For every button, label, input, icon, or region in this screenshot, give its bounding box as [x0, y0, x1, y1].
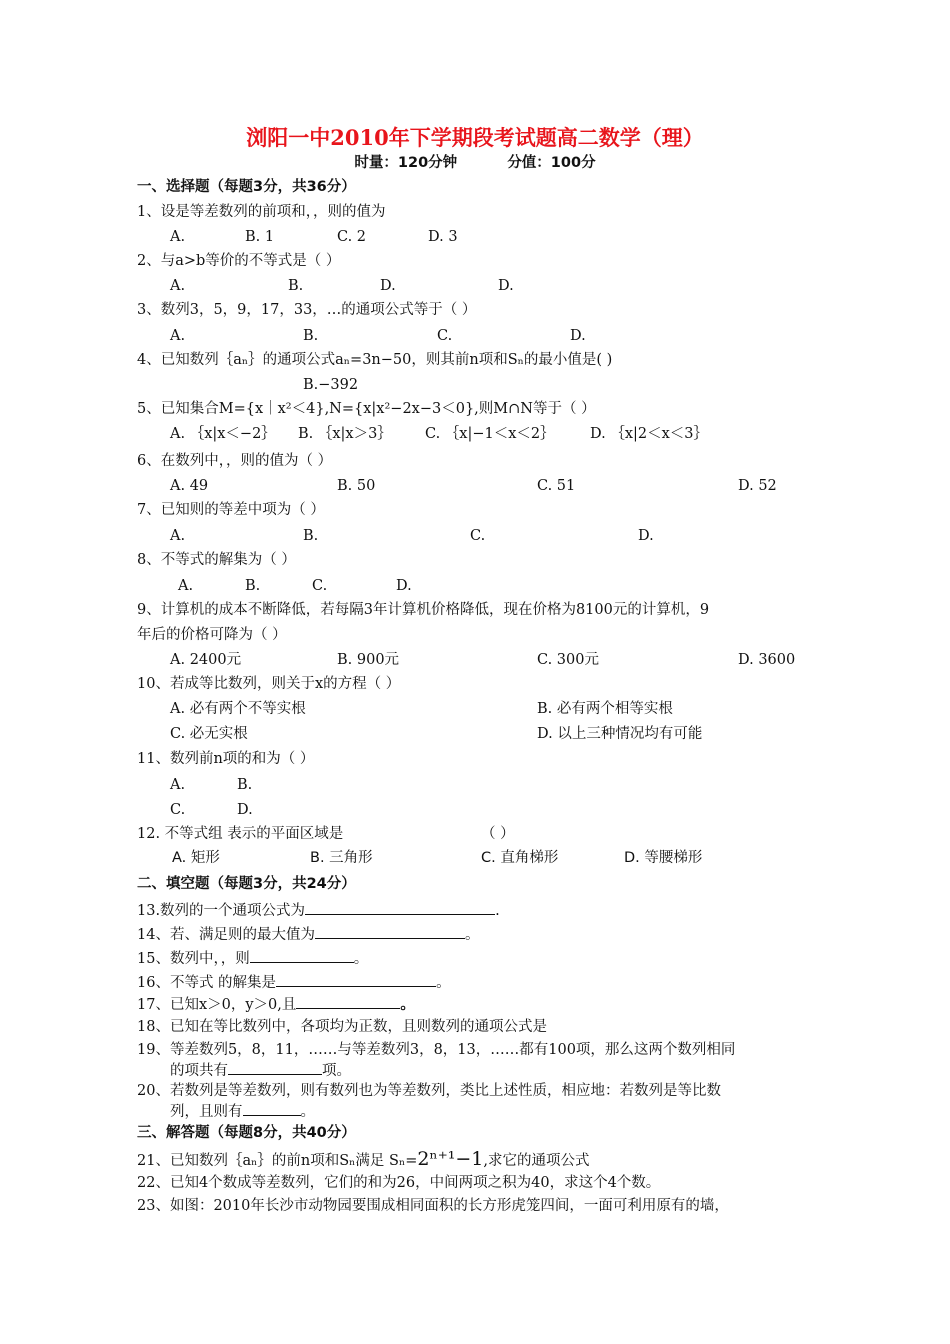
q6-stem: 6、在数列中，，则的值为（ ）	[137, 453, 333, 469]
q20-line1: 20、若数列是等差数列，则有数列也为等差数列，类比上述性质，相应地：若数列是等比数	[137, 1083, 721, 1099]
section2-heading: 二、填空题（每题3分，共24分）	[137, 876, 356, 892]
q20-line2	[170, 1100, 315, 1122]
q7-option-c: C.	[470, 528, 486, 544]
q9-option-d: D. 3600	[738, 652, 796, 668]
q21-end: ,求它的通项公式	[483, 1153, 590, 1169]
q17	[137, 993, 415, 1015]
q1-option-b: B. 1	[245, 229, 275, 245]
q7-option-a: A.	[170, 528, 186, 544]
q7-option-b: B.	[303, 528, 319, 544]
q7-option-d: D.	[638, 528, 654, 544]
q14-text: 14、若、满足则的最大值为	[137, 927, 315, 943]
q11-option-a: A.	[170, 777, 186, 793]
q19-line1: 19、等差数列5，8，11，……与等差数列3，8，13，……都有100项，那么这两个数列相同	[137, 1042, 736, 1058]
q14-answer-blank	[315, 923, 465, 939]
q20-end: 。	[300, 1104, 315, 1120]
q3-option-c: C.	[437, 328, 453, 344]
q6-option-c: C. 51	[537, 478, 576, 494]
exam-subtitle	[0, 153, 950, 173]
q3-option-d: D.	[570, 328, 586, 344]
q22: 22、已知4个数成等差数列，它们的和为26，中间两项之积为40，求这个4个数。	[137, 1175, 661, 1191]
q14	[137, 923, 479, 945]
q14-end: 。	[464, 927, 480, 943]
q4-stem: 4、已知数列｛aₙ｝的通项公式aₙ=3n−50，则其前n项和Sₙ的最小值是( )	[137, 352, 613, 368]
q8-option-b: B.	[245, 578, 261, 594]
q13-end: .	[495, 903, 500, 919]
section3-heading: 三、解答题（每题8分，共40分）	[137, 1125, 356, 1141]
q15-answer-blank	[250, 947, 354, 963]
q21-text: 21、已知数列｛aₙ｝的前n项和Sₙ满足 Sₙ=	[137, 1153, 418, 1169]
q10-option-d: D. 以上三种情况均有可能	[537, 726, 703, 742]
q4-option-b: B.−392	[303, 377, 359, 393]
q11-option-b: B.	[237, 777, 253, 793]
q8-stem: 8、不等式的解集为（ ）	[137, 552, 296, 568]
q19-answer-blank	[228, 1059, 322, 1075]
q12-option-b: B. 三角形	[310, 850, 373, 866]
q8-option-c: C.	[312, 578, 328, 594]
q11-stem: 11、数列前n项的和为（ ）	[137, 751, 315, 767]
q3-option-a: A.	[170, 328, 186, 344]
q3-option-b: B.	[303, 328, 319, 344]
q16-text: 16、不等式 的解集是	[137, 975, 277, 991]
q8-option-a: A.	[178, 578, 194, 594]
q2-option-d: D.	[498, 278, 514, 294]
q7-stem: 7、已知则的等差中项为（ ）	[137, 502, 325, 518]
q6-option-a: A. 49	[170, 478, 209, 494]
q11-option-d: D.	[237, 802, 253, 818]
q13	[137, 899, 500, 921]
q1-stem: 1、设是等差数列的前项和，，则的值为	[137, 204, 386, 220]
q2-option-c: D.	[380, 278, 396, 294]
q9-option-b: B. 900元	[337, 652, 400, 668]
q15-text: 15、数列中，，则	[137, 951, 250, 967]
q19-text: 的项共有	[170, 1063, 228, 1079]
q16	[137, 971, 451, 993]
q1-option-d: D. 3	[428, 229, 458, 245]
q18: 18、已知在等比数列中，各项均为正数，且则数列的通项公式是	[137, 1019, 547, 1035]
q21	[137, 1149, 589, 1171]
q9-option-a: A. 2400元	[170, 652, 242, 668]
q12-option-c: C. 直角梯形	[481, 850, 559, 866]
exam-score: 分值：100分	[507, 155, 596, 171]
q10-option-b: B. 必有两个相等实根	[537, 701, 673, 717]
q12-stem: 12. 不等式组 表示的平面区域是	[137, 826, 344, 842]
q16-end: 。	[436, 975, 451, 991]
q9-stem-line1: 9、计算机的成本不断降低，若每隔3年计算机价格降低，现在价格为8100元的计算机，9	[137, 602, 710, 618]
q16-answer-blank	[276, 971, 436, 987]
q21-formula: 2ⁿ⁺¹−1	[417, 1148, 484, 1170]
q10-option-c: C. 必无实根	[170, 726, 248, 742]
q10-stem: 10、若成等比数列，则关于x的方程（ ）	[137, 676, 401, 692]
q13-text: 13.数列的一个通项公式为	[137, 903, 306, 919]
q5-option-c: C. ｛x|−1＜x＜2｝	[425, 426, 555, 442]
q13-answer-blank	[305, 899, 495, 915]
q20-answer-blank	[243, 1100, 301, 1116]
q2-option-b: B.	[288, 278, 304, 294]
q11-option-c: C.	[170, 802, 186, 818]
q5-option-b: B. ｛x|x＞3｝	[298, 426, 392, 442]
q15-end: 。	[353, 951, 369, 967]
q6-option-b: B. 50	[337, 478, 376, 494]
q5-option-a: A. ｛x|x＜−2｝	[170, 426, 276, 442]
q19-end: 项。	[322, 1063, 351, 1079]
q20-text: 列，且则有	[170, 1104, 243, 1120]
q6-option-d: D. 52	[738, 478, 777, 494]
exam-time: 时量：120分钟	[354, 155, 458, 171]
q19-line2	[170, 1059, 351, 1081]
q1-option-a: A.	[170, 229, 186, 245]
section1-heading: 一、选择题（每题3分，共36分）	[137, 179, 356, 195]
q23: 23、如图：2010年长沙市动物园要围成相同面积的长方形虎笼四间，一面可利用原有的墙，	[137, 1198, 729, 1214]
q12-paren: （ ）	[481, 826, 515, 842]
q12-option-a: A. 矩形	[172, 850, 220, 866]
q15	[137, 947, 368, 969]
q12-option-d: D. 等腰梯形	[624, 850, 703, 866]
q2-option-a: A.	[170, 278, 186, 294]
exam-title: 浏阳一中2010年下学期段考试题高二数学（理）	[246, 125, 704, 150]
q8-option-d: D.	[396, 578, 412, 594]
q9-option-c: C. 300元	[537, 652, 599, 668]
q17-end: 。	[400, 997, 415, 1013]
q5-stem: 5、已知集合M={x｜x²＜4},N={x|x²−2x−3＜0},则M∩N等于（ ）	[137, 401, 596, 417]
q1-option-c: C. 2	[337, 229, 367, 245]
q9-stem-line2: 年后的价格可降为（ ）	[137, 627, 287, 643]
q10-option-a: A. 必有两个不等实根	[170, 701, 306, 717]
q2-stem: 2、与a>b等价的不等式是（ ）	[137, 253, 341, 269]
q5-option-d: D. ｛x|2＜x＜3｝	[590, 426, 709, 442]
q17-text: 17、已知x＞0，y＞0,且	[137, 997, 297, 1013]
q3-stem: 3、数列3，5，9，17，33，…的通项公式等于（ ）	[137, 302, 477, 318]
q17-answer-blank	[296, 993, 400, 1009]
